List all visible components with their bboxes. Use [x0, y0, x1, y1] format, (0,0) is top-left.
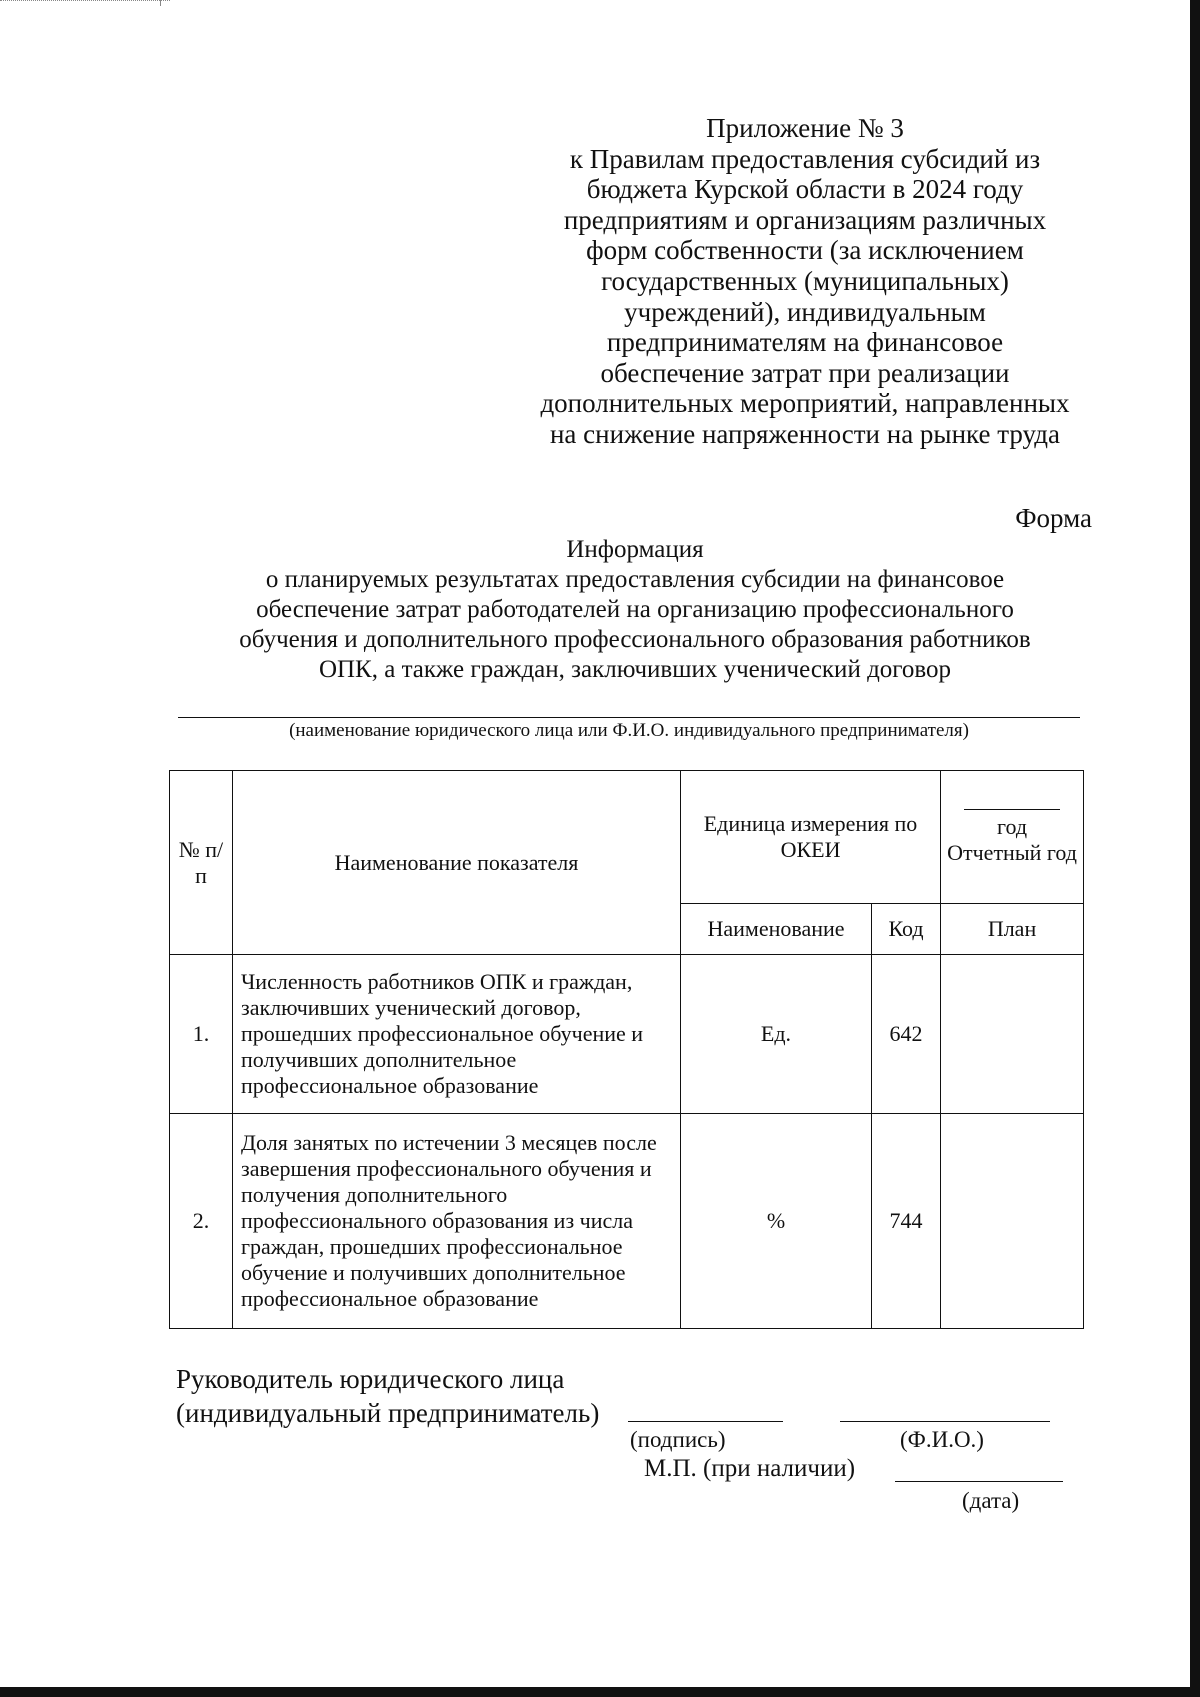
appendix-header [520, 113, 1090, 450]
header-num: № п/п [170, 771, 233, 955]
row-plan-cell[interactable] [941, 1114, 1084, 1329]
indicators-table [169, 770, 1084, 1329]
title-heading: Информация [566, 536, 704, 563]
appendix-line: форм собственности (за исключением [586, 235, 1024, 266]
row-num: 2. [170, 1114, 233, 1329]
form-label: Форма [1015, 503, 1092, 533]
signature-caption: (подпись) [630, 1427, 726, 1452]
header-unit-code: Код [872, 904, 941, 955]
year-blank-line[interactable] [964, 809, 1060, 810]
fio-caption: (Ф.И.О.) [900, 1427, 984, 1452]
header-unit-group: Единица измерения по ОКЕИ [681, 771, 941, 904]
appendix-line: предприятиям и организациям различных [563, 204, 1047, 235]
header-plan: План [941, 904, 1084, 955]
signatory-subtitle: (индивидуальный предприниматель) [176, 1398, 600, 1428]
row-unit-code: 744 [872, 1114, 941, 1329]
row-unit-code: 642 [872, 955, 941, 1114]
title-line: ОПК, а также граждан, заключивших ученический договор [318, 656, 952, 683]
title-line: обучения и дополнительного профессионального образования работников [239, 626, 1031, 653]
date-line[interactable] [895, 1481, 1063, 1482]
entity-name-caption: (наименование юридического лица или Ф.И.О. индивидуального предпринимателя) [289, 720, 969, 741]
row-indicator: Доля занятых по истечении 3 месяцев после завершения профессионального обучения и получения дополнительного профессионального образования из числа граждан, прошедших профессиональное обучение и получивших дополнительное профессиональное образование [233, 1114, 681, 1329]
table-row [170, 955, 1084, 1114]
document-title [180, 535, 1090, 685]
appendix-line: бюджета Курской области в 2024 году [586, 174, 1024, 205]
signature-block [176, 1362, 599, 1430]
appendix-line: обеспечение затрат при реализации [600, 357, 1010, 388]
row-num: 1. [170, 955, 233, 1114]
stamp-label: М.П. (при наличии) [644, 1455, 856, 1482]
signatory-title: Руководитель юридического лица [176, 1364, 565, 1394]
header-year-label: Отчетный год [947, 839, 1077, 865]
appendix-line: государственных (муниципальных) [601, 265, 1009, 296]
signature-line[interactable] [628, 1421, 783, 1422]
appendix-line: Приложение № 3 [706, 113, 904, 143]
row-indicator: Численность работников ОПК и граждан, заключивших ученический договор, прошедших профессиональное обучение и получивших дополнительное профессиональное образование [233, 955, 681, 1114]
table-row [170, 1114, 1084, 1329]
appendix-line: на снижение напряженности на рынке труда [549, 418, 1060, 449]
appendix-line: учреждений), индивидуальным [624, 296, 986, 327]
row-plan-cell[interactable] [941, 955, 1084, 1114]
header-year [941, 771, 1084, 904]
title-line: о планируемых результатах предоставления субсидии на финансовое [265, 566, 1005, 593]
scan-edge-bottom [0, 1687, 1200, 1697]
appendix-line: предпринимателям на финансовое [606, 327, 1004, 358]
appendix-line: дополнительных мероприятий, направленных [540, 388, 1070, 419]
table-header-row [170, 771, 1084, 904]
fio-line[interactable] [840, 1421, 1050, 1422]
entity-name-line[interactable] [178, 717, 1080, 718]
row-unit-name: % [681, 1114, 872, 1329]
scan-artifact-top [0, 0, 170, 9]
date-caption: (дата) [962, 1488, 1020, 1513]
header-indicator: Наименование показателя [233, 771, 681, 955]
appendix-line: к Правилам предоставления субсидий из [569, 143, 1041, 174]
header-year-prefix: год [996, 813, 1028, 839]
title-line: обеспечение затрат работодателей на организацию профессионального [256, 596, 1014, 623]
row-unit-name: Ед. [681, 955, 872, 1114]
scan-artifact-tick [160, 0, 161, 6]
scan-edge-right [1190, 0, 1200, 1697]
header-unit-name: Наименование [681, 904, 872, 955]
